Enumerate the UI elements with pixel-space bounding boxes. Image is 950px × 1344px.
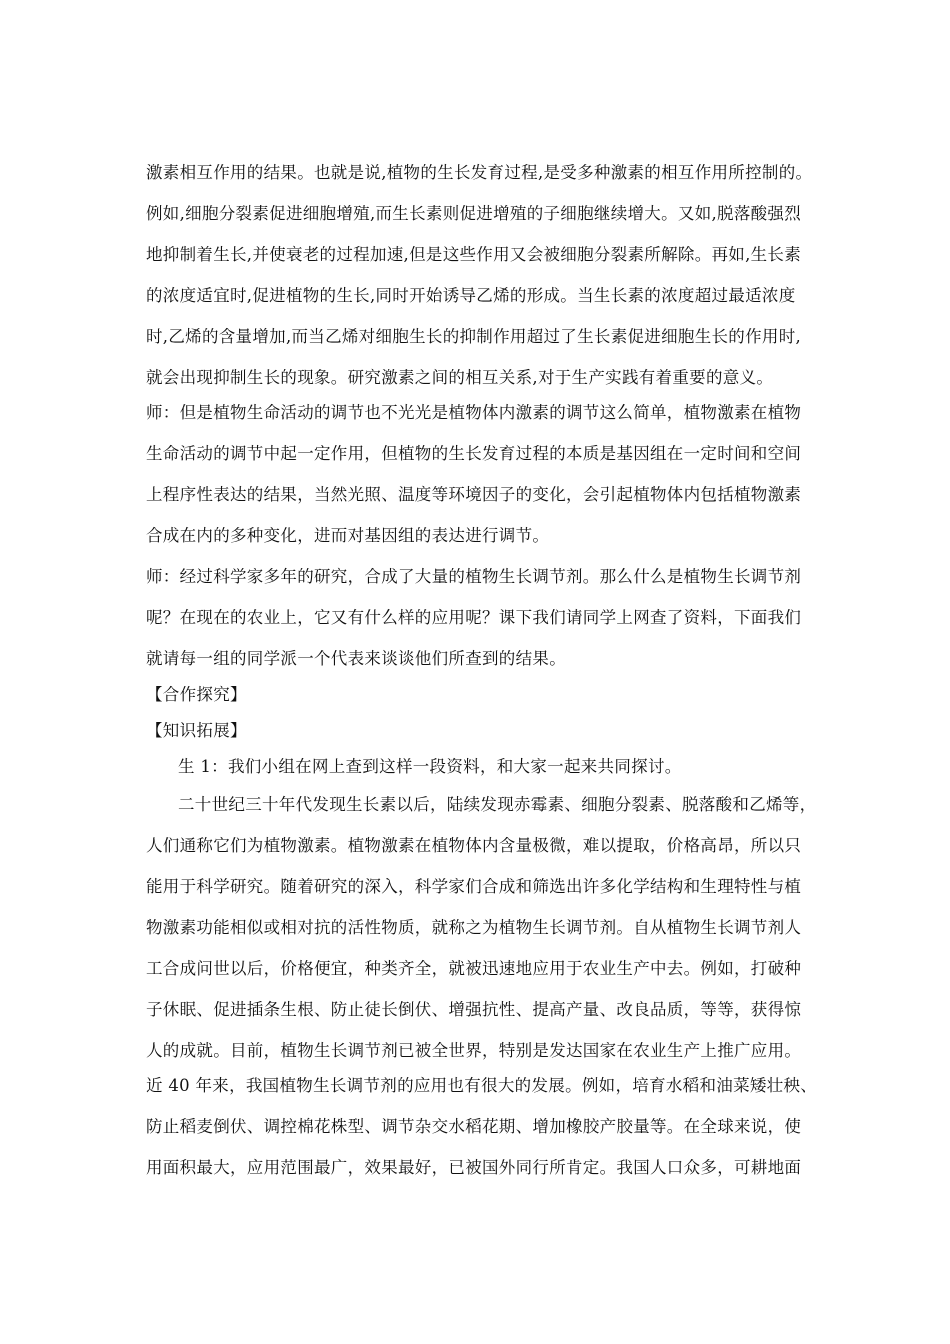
text-line: 子休眠、促进插条生根、防止徒长倒伏、增强抗性、提高产量、改良品质，等等，获得惊 [146, 1000, 802, 1019]
text-line: 呢？在现在的农业上，它又有什么样的应用呢？课下我们请同学上网查了资料，下面我们 [146, 608, 802, 627]
text-line: 例如,细胞分裂素促进细胞增殖,而生长素则促进增殖的子细胞继续增大。又如,脱落酸强烈 [146, 204, 802, 223]
teacher-line: 师：但是植物生命活动的调节也不光光是植物体内激素的调节这么简单，植物激素在植物 [146, 403, 802, 422]
text-line: 合成在内的多种变化，进而对基因组的表达进行调节。 [146, 526, 550, 545]
text-line: 时,乙烯的含量增加,而当乙烯对细胞生长的抑制作用超过了生长素促进细胞生长的作用时, [146, 327, 802, 346]
text-line: 二十世纪三十年代发现生长素以后，陆续发现赤霉素、细胞分裂素、脱落酸和乙烯等， [178, 795, 817, 814]
text-line: 人的成就。目前，植物生长调节剂已被全世界，特别是发达国家在农业生产上推广应用。 [146, 1041, 802, 1060]
text-line: 地抑制着生长,并使衰老的过程加速,但是这些作用又会被细胞分裂素所解除。再如,生长素 [146, 245, 802, 264]
student-line: 生 1：我们小组在网上查到这样一段资料，和大家一起来共同探讨。 [178, 757, 682, 776]
text-line: 近 40 年来，我国植物生长调节剂的应用也有很大的发展。例如，培育水稻和油菜矮壮秧、 [146, 1076, 818, 1095]
text-line: 就会出现抑制生长的现象。研究激素之间的相互关系,对于生产实践有着重要的意义。 [146, 368, 774, 387]
text-line: 能用于科学研究。随着研究的深入，科学家们合成和筛选出许多化学结构和生理特性与植 [146, 877, 802, 896]
text-line: 工合成问世以后，价格便宜，种类齐全，就被迅速地应用于农业生产中去。例如，打破种 [146, 959, 802, 978]
text-line: 激素相互作用的结果。也就是说,植物的生长发育过程,是受多种激素的相互作用所控制的。 [146, 163, 813, 182]
text-line: 的浓度适宜时,促进植物的生长,同时开始诱导乙烯的形成。当生长素的浓度超过最适浓度 [146, 286, 796, 305]
text-line: 用面积最大，应用范围最广，效果最好，已被国外同行所肯定。我国人口众多，可耕地面 [146, 1158, 802, 1177]
text-line: 上程序性表达的结果，当然光照、温度等环境因子的变化，会引起植物体内包括植物激素 [146, 485, 802, 504]
text-line: 就请每一组的同学派一个代表来谈谈他们所查到的结果。 [146, 649, 566, 668]
text-line: 人们通称它们为植物激素。植物激素在植物体内含量极微，难以提取，价格高昂，所以只 [146, 836, 802, 855]
text-line: 防止稻麦倒伏、调控棉花株型、调节杂交水稻花期、增加橡胶产胶量等。在全球来说，使 [146, 1117, 802, 1136]
text-line: 生命活动的调节中起一定作用，但植物的生长发育过程的本质是基因组在一定时间和空间 [146, 444, 802, 463]
teacher-line: 师：经过科学家多年的研究，合成了大量的植物生长调节剂。那么什么是植物生长调节剂 [146, 567, 802, 586]
section-heading: 【知识拓展】 [146, 721, 247, 740]
text-line: 物激素功能相似或相对抗的活性物质，就称之为植物生长调节剂。自从植物生长调节剂人 [146, 918, 802, 937]
section-heading: 【合作探究】 [146, 685, 247, 704]
